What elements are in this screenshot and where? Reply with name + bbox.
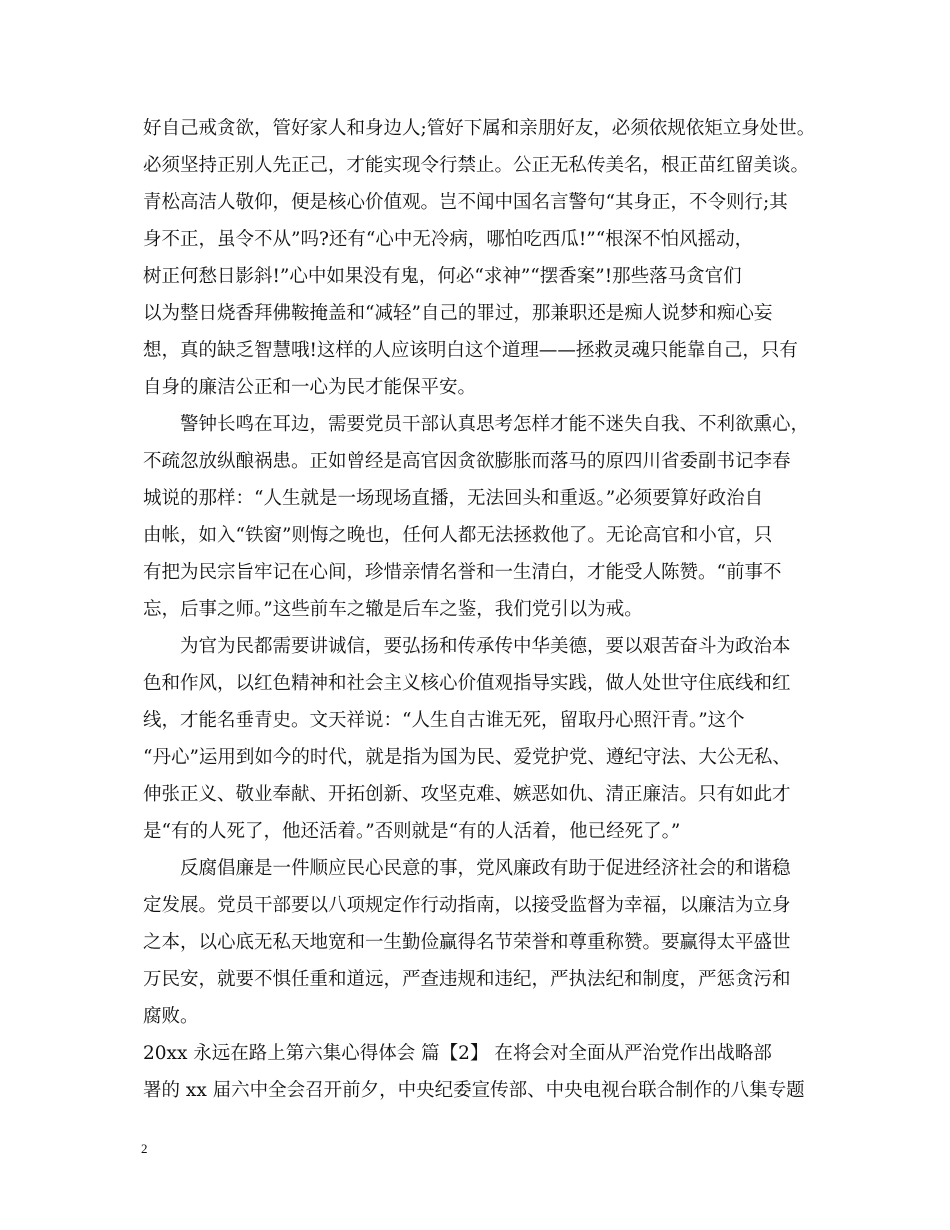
- text-line: 忘，后事之师。”这些前车之辙是后车之鉴，我们党引以为戒。: [143, 599, 643, 620]
- text-line: 线，才能名垂青史。文天祥说：“人生自古谁无死，留取丹心照汗青。”这个: [143, 710, 745, 731]
- text-line: 伸张正义、敬业奉献、开拓创新、攻坚克难、嫉恶如仇、清正廉洁。只有如此才: [143, 784, 791, 805]
- text-line: 自身的廉洁公正和一心为民才能保平安。: [143, 377, 477, 398]
- text-line: 腐败。: [143, 1006, 199, 1027]
- text-line: 之本，以心底无私天地宽和一生勤俭赢得名节荣誉和尊重称赞。要赢得太平盛世: [143, 932, 791, 953]
- text-line: 以为整日烧香拜佛鞍掩盖和“减轻”自己的罪过，那兼职还是痴人说梦和痴心妄: [143, 303, 773, 324]
- text-line: 署的 xx 届六中全会召开前夕，中央纪委宣传部、中央电视台联合制作的八集专题: [143, 1080, 805, 1101]
- text-line: 是“有的人死了，他还活着。”否则就是“有的人活着，他已经死了。”: [143, 821, 681, 842]
- text-line: 好自己戒贪欲，管好家人和身边人;管好下属和亲朋好友，必须依规依矩立身处世。: [143, 118, 816, 139]
- text-line: 城说的那样：“人生就是一场现场直播，无法回头和重返。”必须要算好政治自: [143, 488, 764, 509]
- page-number: 2: [141, 1141, 148, 1156]
- text-line: 为官为民都需要讲诚信，要弘扬和传承传中华美德，要以艰苦奋斗为政治本: [143, 636, 791, 657]
- text-line: “丹心”运用到如今的时代，就是指为国为民、爱党护党、遵纪守法、大公无私、: [143, 747, 791, 768]
- text-line: 反腐倡廉是一件顺应民心民意的事，党风廉政有助于促进经济社会的和谐稳: [143, 858, 791, 879]
- text-line: 身不正，虽令不从”吗?还有“心中无冷病，哪怕吃西瓜!”“根深不怕风摇动，: [143, 229, 754, 250]
- text-line: 树正何愁日影斜!”心中如果没有鬼，何必“求神”“摆香案”!那些落马贪官们: [143, 266, 742, 287]
- text-line: 不疏忽放纵酿祸患。正如曾经是高官因贪欲膨胀而落马的原四川省委副书记李春: [143, 451, 791, 472]
- text-line: 色和作风，以红色精神和社会主义核心价值观指导实践，做人处世守住底线和红: [143, 673, 791, 694]
- text-line: 有把为民宗旨牢记在心间，珍惜亲情名誉和一生清白，才能受人陈赞。“前事不: [143, 562, 782, 583]
- text-line: 由帐，如入“铁窗”则悔之晚也，任何人都无法拯救他了。无论高官和小官，只: [143, 525, 773, 546]
- text-line: 必须坚持正别人先正己，才能实现令行禁止。公正无私传美名，根正苗红留美谈。: [143, 155, 810, 176]
- text-line: 青松高洁人敬仰，便是核心价值观。岂不闻中国名言警句“其身正，不令则行;其: [143, 192, 788, 213]
- text-line: 万民安，就要不惧任重和道远，严查违规和违纪，严执法纪和制度，严惩贪污和: [143, 969, 791, 990]
- text-line: 想，真的缺乏智慧哦!这样的人应该明白这个道理——拯救灵魂只能靠自己，只有: [143, 340, 798, 361]
- text-line: 定发展。党员干部要以八项规定作行动指南，以接受监督为幸福，以廉洁为立身: [143, 895, 791, 916]
- section-heading-line: 20xx 永远在路上第六集心得体会 篇【2】 在将会对全面从严治党作出战略部: [143, 1043, 772, 1064]
- text-line: 警钟长鸣在耳边，需要党员干部认真思考怎样才能不迷失自我、不利欲熏心，: [143, 414, 810, 435]
